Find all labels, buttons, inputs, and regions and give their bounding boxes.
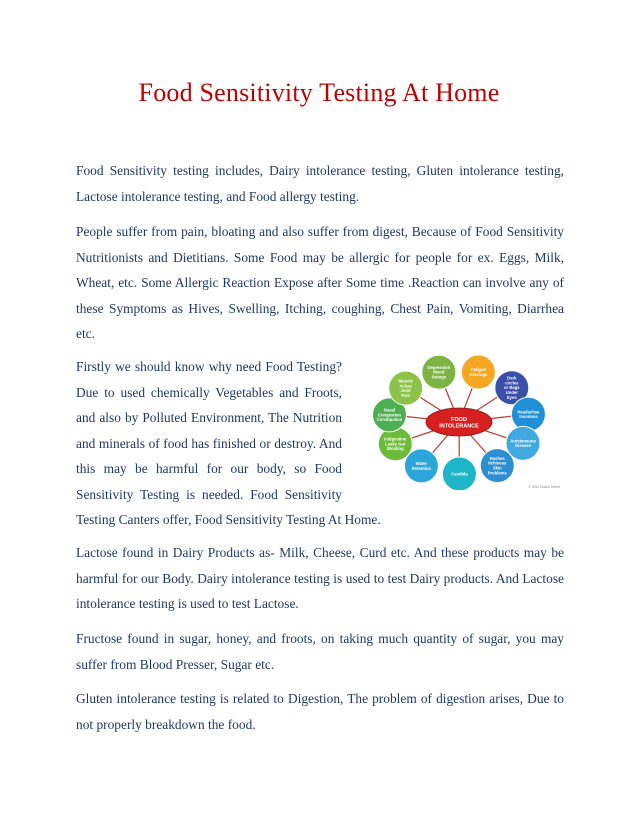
page-title: Food Sensitivity Testing At Home — [138, 78, 500, 107]
diagram-node-label: Dark circles or Bags Under Eyes — [503, 375, 520, 400]
diagram-node — [480, 449, 514, 483]
diagram-node — [389, 371, 423, 405]
paragraph-symptoms: People suffer from pain, bloating and also suffer from digest, Because of Food Sensitivity Nutritionists and Dietitians. Some Food may be allergic for people for ex. Eggs, Milk, Wheat, etc. Some Allergic Reaction Expose after Some time .Reaction can involve any of these Symptoms as Hives, Swelling, Itching, coughing, Chest Pain, Vomiting, Diarrhea etc. — [76, 224, 564, 341]
diagram-credit: © 2011 Bucks Direct — [528, 485, 560, 489]
diagram-node — [461, 355, 495, 389]
food-intolerance-diagram — [354, 354, 564, 490]
diagram-node-label: Headaches Insomnia — [517, 409, 540, 420]
diagram-node — [422, 355, 456, 389]
diagram-node-label: Candida — [451, 471, 468, 477]
diagram-node-label: Muscle Aches Joint Pain — [398, 378, 413, 398]
paragraph-lactose: Lactose found in Dairy Products as- Milk, Cheese, Curd etc. And these products may be harmful for our Body. Dairy intolerance testing is used to test Dairy products. And Lactose intolerance testing is used to test Lactose. — [76, 545, 564, 611]
paragraph-why-testing-block — [76, 354, 564, 533]
paragraph-gluten: Gluten intolerance testing is related to Digestion, The problem of digestion arises, Due to not properly breakdown the food. — [76, 691, 564, 732]
diagram-node-label: Fatigue Cravings — [469, 367, 488, 377]
diagram-node — [511, 397, 545, 431]
diagram-center-label: FOOD INTOLERANCE — [439, 417, 479, 430]
diagram-node-label: Depression Mood Swings — [427, 364, 451, 380]
paragraph-why-testing: Firstly we should know why need Food Testing? Due to used chemically Vegetables and Froots, and also by Polluted Environment, The Nutrition and minerals of food has finished or destroy. And this may be harmful for our body, so Food Sensitivity Testing is needed. Food Sensitivity Testing Canters offer, Food Sensitivity Testing At Home. — [76, 359, 381, 527]
food-intolerance-diagram-svg — [354, 354, 564, 490]
diagram-node — [442, 457, 476, 490]
diagram-node-label: Water Retention — [411, 461, 432, 471]
diagram-node-label: Nasal Congestion Constipation — [376, 407, 403, 423]
paragraph-intro: Food Sensitivity testing includes, Dairy intolerance testing, Gluten intolerance testing, Lactose intolerance testing, and Food allergy testing. — [76, 163, 564, 204]
diagram-node — [378, 427, 412, 461]
paragraph-fructose: Fructose found in sugar, honey, and froots, on taking much quantity of sugar, you may suffer from Blood Presser, Sugar etc. — [76, 631, 564, 672]
diagram-node-label: Rashes Itchiness Skin Problems — [487, 455, 507, 476]
diagram-node-label: Autoimmune Disease — [510, 438, 536, 449]
diagram-node-label: Indigestion Leaky Gut Bloating — [384, 436, 407, 452]
